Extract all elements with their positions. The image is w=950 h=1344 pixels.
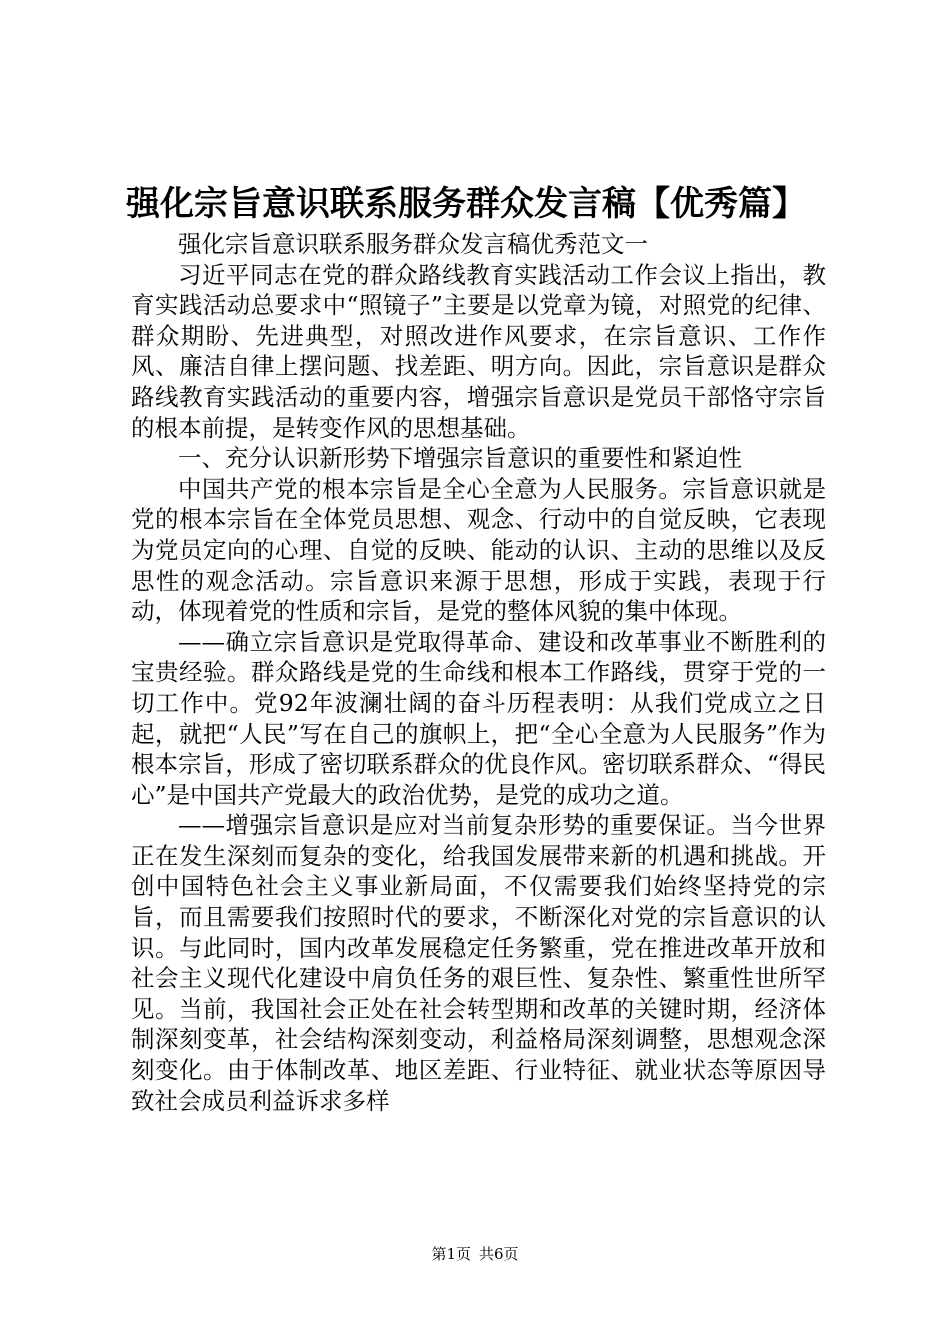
page-total: 共6页: [479, 1245, 519, 1263]
subtitle-paragraph: 强化宗旨意识联系服务群众发言稿优秀范文一: [178, 230, 648, 258]
section-heading: 一、充分认识新形势下增强宗旨意识的重要性和紧迫性: [178, 444, 742, 473]
page-footer: [0, 1244, 950, 1264]
document-title: 强化宗旨意识联系服务群众发言稿【优秀篇】: [126, 184, 806, 224]
page-number: 第1页: [431, 1245, 471, 1263]
body-paragraph: 中国共产党的根本宗旨是全心全意为人民服务。宗旨意识就是党的根本宗旨在全体党员思想、观念、行动中的自觉反映，它表现为党员定向的心理、自觉的反映、能动的认识、主动的思维以及反思性的观念活动。宗旨意识来源于思想，形成于实践，表现于行动，体现着党的性质和宗旨，是党的整体风貌的集中体现。: [131, 474, 826, 626]
body-paragraph: ——增强宗旨意识是应对当前复杂形势的重要保证。当今世界正在发生深刻而复杂的变化，给我国发展带来新的机遇和挑战。开创中国特色社会主义事业新局面，不仅需要我们始终坚持党的宗旨，而且需要我们按照时代的要求，不断深化对党的宗旨意识的认识。与此同时，国内改革发展稳定任务繁重，党在推进改革开放和社会主义现代化建设中肩负任务的艰巨性、复杂性、繁重性世所罕见。当前，我国社会正处在社会转型期和改革的关键时期，经济体制深刻变革，社会结构深刻变动，利益格局深刻调整，思想观念深刻变化。由于体制改革、地区差距、行业特征、就业状态等原因导致社会成员利益诉求多样: [131, 811, 826, 1115]
document-body: [131, 229, 826, 1116]
body-paragraph: 习近平同志在党的群众路线教育实践活动工作会议上指出，教育实践活动总要求中“照镜子”主要是以党章为镜，对照党的纪律、群众期盼、先进典型，对照改进作风要求，在宗旨意识、工作作风、廉洁自律上摆问题、找差距、明方向。因此，宗旨意识是群众路线教育实践活动的重要内容，增强宗旨意识是党员干部恪守宗旨的根本前提，是转变作风的思想基础。: [131, 260, 826, 442]
body-paragraph: ——确立宗旨意识是党取得革命、建设和改革事业不断胜利的宝贵经验。群众路线是党的生命线和根本工作路线，贯穿于党的一切工作中。党92年波澜壮阔的奋斗历程表明：从我们党成立之日起，就把“人民”写在自己的旗帜上，把“全心全意为人民服务”作为根本宗旨，形成了密切联系群众的优良作风。密切联系群众、“得民心”是中国共产党最大的政治优势，是党的成功之道。: [131, 627, 826, 809]
